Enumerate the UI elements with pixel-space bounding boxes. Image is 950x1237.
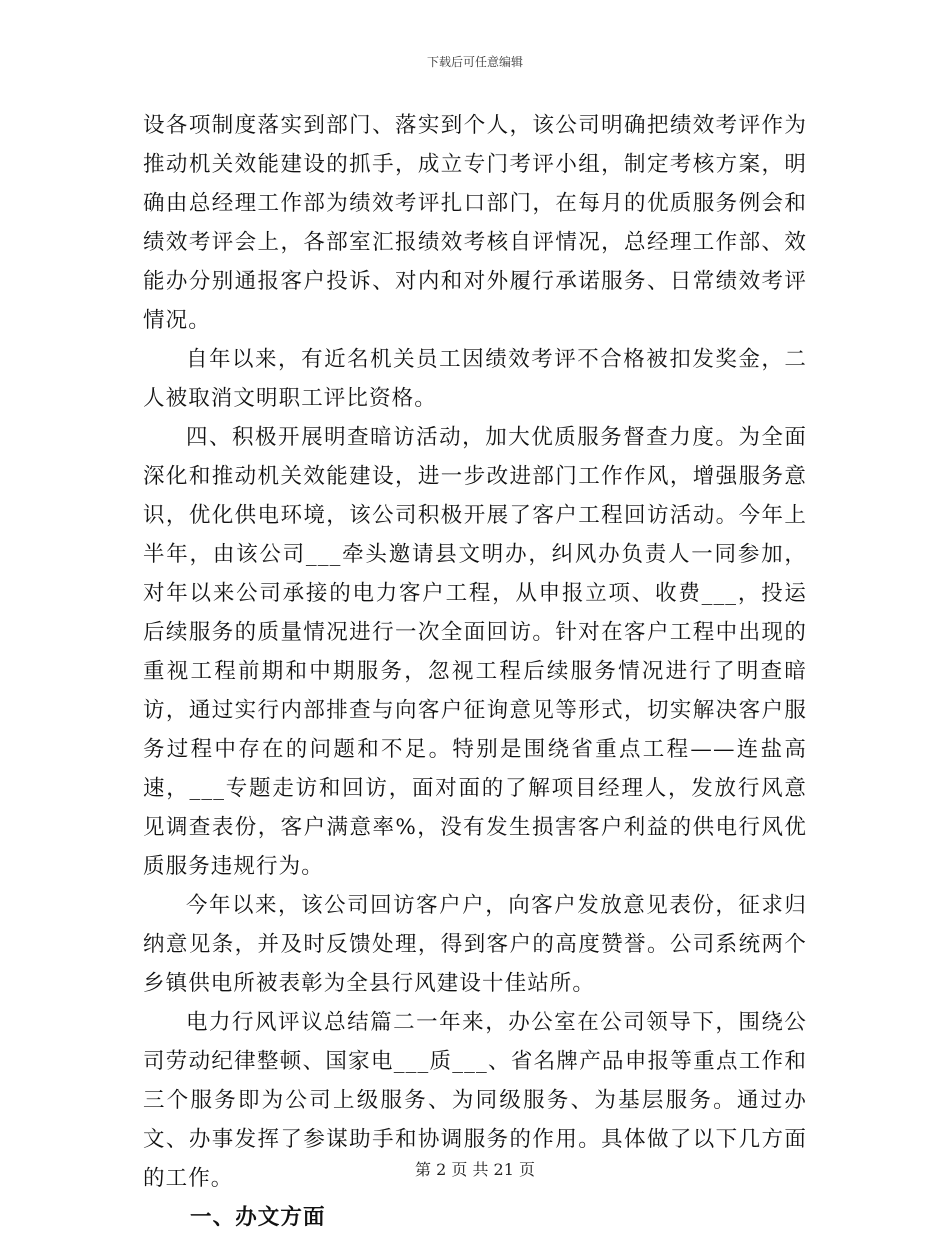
body-paragraph-2: 自年以来，有近名机关员工因绩效考评不合格被扣发奖金，二人被取消文明职工评比资格。 — [143, 347, 807, 411]
section-heading: 一、办文方面 — [190, 1205, 326, 1230]
body-paragraph-4: 今年以来，该公司回访客户户，向客户发放意见表份，征求归纳意见条，并及时反馈处理，得到客户的高度赞誉。公司系统两个乡镇供电所被表彰为全县行风建设十佳站所。 — [143, 893, 807, 996]
body-paragraph-1: 设各项制度落实到部门、落实到个人，该公司明确把绩效考评作为推动机关效能建设的抓手，成立专门考评小组，制定考核方案，明确由总经理工作部为绩效考评扎口部门，在每月的优质服务例会和绩效考评会上，各部室汇报绩效考核自评情况，总经理工作部、效能办分别通报客户投诉、对内和对外履行承诺服务、日常绩效考评情况。 — [143, 113, 807, 333]
document-body — [143, 106, 807, 1237]
page-number: 第 2 页 共 21 页 — [415, 1160, 535, 1179]
page-header: 下载后可任意编辑 — [426, 55, 523, 69]
body-paragraph-5: 电力行风评议总结篇二一年来，办公室在公司领导下，围绕公司劳动纪律整顿、国家电___质___、省名牌产品申报等重点工作和三个服务即为公司上级服务、为同级服务、为基层服务。通过办文、办事发挥了参谋助手和协调服务的作用。具体做了以下几方面的工作。 — [143, 1010, 807, 1191]
body-paragraph-3: 四、积极开展明查暗访活动，加大优质服务督查力度。为全面深化和推动机关效能建设，进一步改进部门工作作风，增强服务意识，优化供电环境，该公司积极开展了客户工程回访活动。今年上半年，由该公司___牵头邀请县文明办，纠风办负责人一同参加，对年以来公司承接的电力客户工程，从申报立项、收费___，投运后续服务的质量情况进行一次全面回访。针对在客户工程中出现的重视工程前期和中期服务，忽视工程后续服务情况进行了明查暗访，通过实行内部排查与向客户征询意见等形式，切实解决客户服务过程中存在的问题和不足。特别是围绕省重点工程——连盐高速，___专题走访和回访，面对面的了解项目经理人，发放行风意见调查表份，客户满意率%，没有发生损害客户利益的供电行风优质服务违规行为。 — [143, 425, 807, 879]
